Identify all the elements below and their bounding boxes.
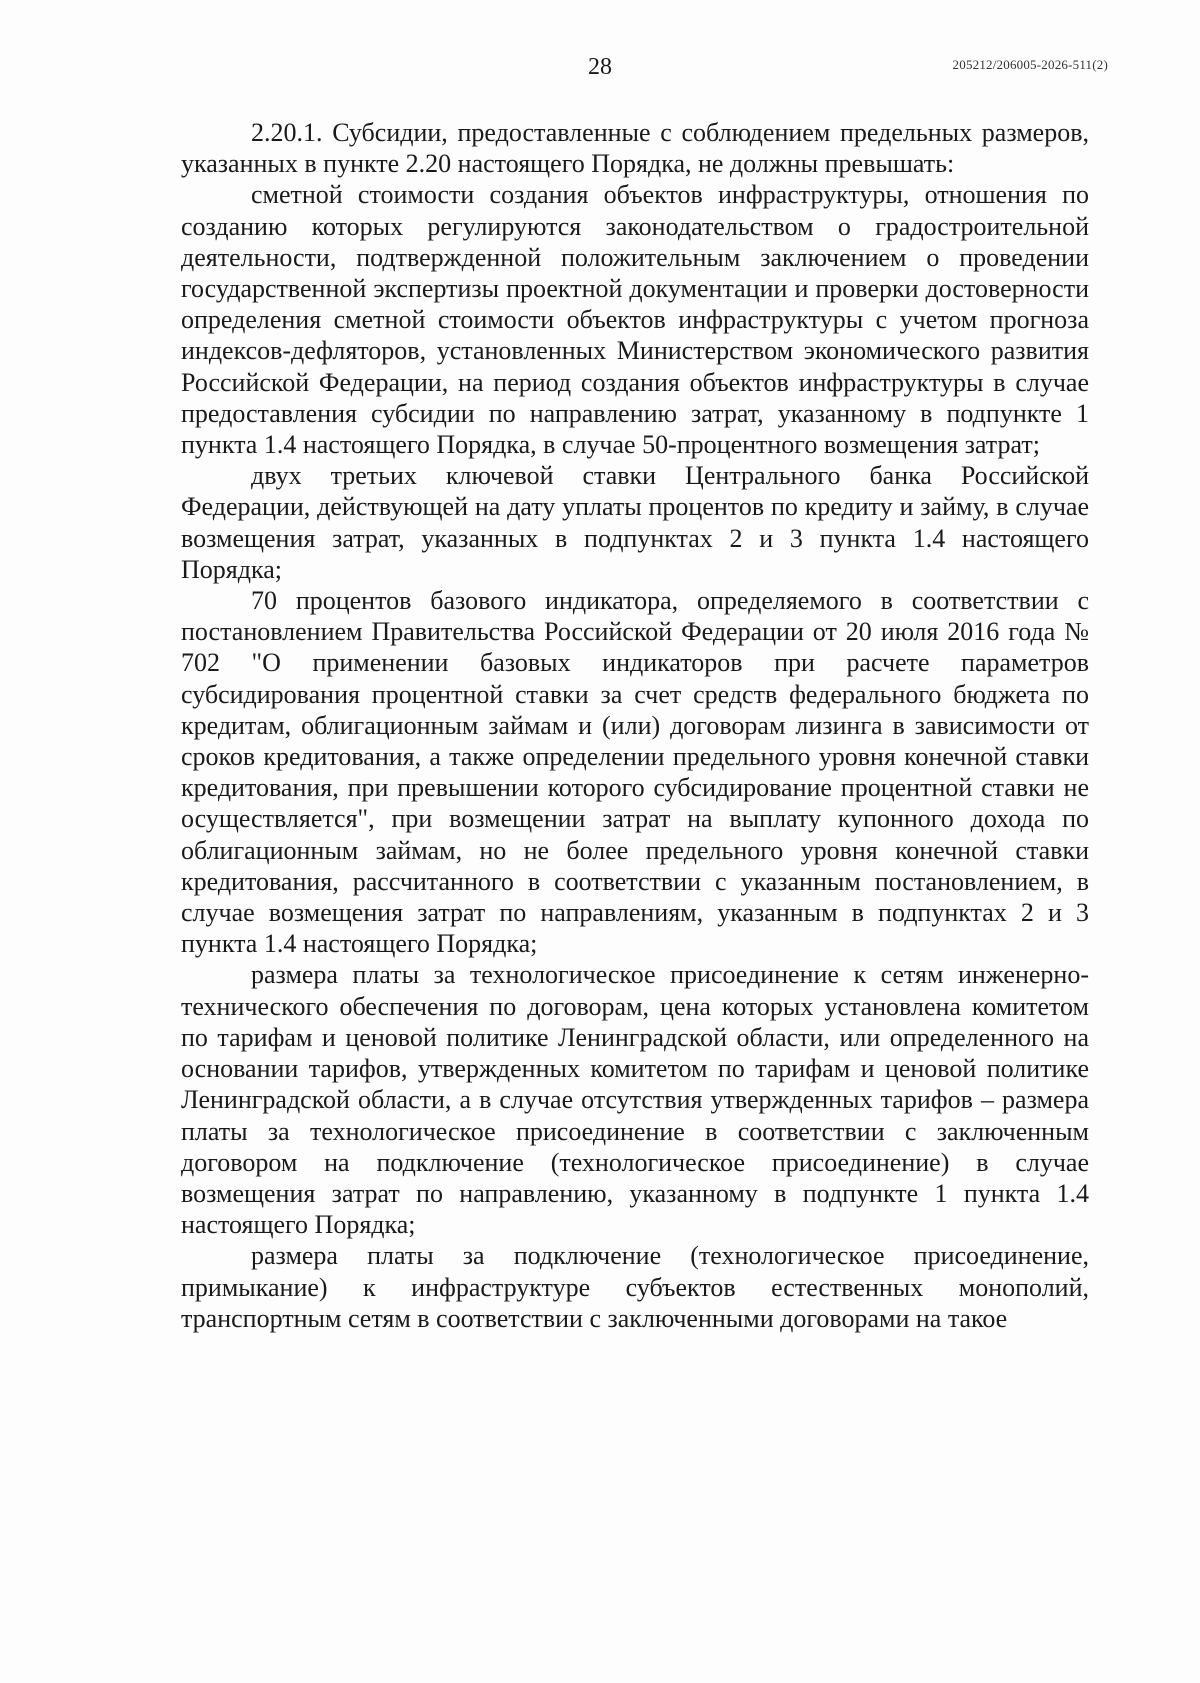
paragraph-2-20-1: 2.20.1. Субсидии, предоставленные с соблюдением предельных размеров, указанных в пункте 2.20 настоящего Порядка, не должны превышать: (181, 118, 1089, 179)
page-number: 28 (588, 54, 612, 80)
paragraph-monopoly-connection: размера платы за подключение (технологическое присоединение, примыкание) к инфраструктуре субъектов естественных монополий, транспортным сетям в соответствии с заключенными договорами на такое (181, 1241, 1089, 1333)
paragraph-estimated-cost: сметной стоимости создания объектов инфраструктуры, отношения по созданию которых регулируются законодательством о градостроительной деятельности, подтвержденной положительным заключением о проведении государственной экспертизы проектной документации и проверки достоверности определения сметной стоимости объектов инфраструктуры с учетом прогноза индексов-дефляторов, установленных Министерством экономического развития Российской Федерации, на период создания объектов инфраструктуры в случае предоставления субсидии по направлению затрат, указанному в подпункте 1 пункта 1.4 настоящего Порядка, в случае 50-процентного возмещения затрат; (181, 180, 1089, 460)
paragraph-base-indicator: 70 процентов базового индикатора, определяемого в соответствии с постановлением Правительства Российской Федерации от 20 июля 2016 года № 702 "О применении базовых индикаторов при расчете параметров субсидирования процентной ставки за счет средств федерального бюджета по кредитам, облигационным займам и (или) договорам лизинга в зависимости от сроков кредитования, а также определении предельного уровня конечной ставки кредитования, при превышении которого субсидирование процентной ставки не осуществляется", при возмещении затрат на выплату купонного дохода по облигационным займам, но не более предельного уровня конечной ставки кредитования, рассчитанного в соответствии с указанным постановлением, в случае возмещения затрат по направлениям, указанным в подпунктах 2 и 3 пункта 1.4 настоящего Порядка; (181, 586, 1089, 959)
document-code: 205212/206005-2026-511(2) (952, 57, 1108, 72)
document-body (181, 117, 1089, 1334)
paragraph-connection-fee: размера платы за технологическое присоединение к сетям инженерно-технического обеспечения по договорам, цена которых установлена комитетом по тарифам и ценовой политике Ленинградской области, или определенного на основании тарифов, утвержденных комитетом по тарифам и ценовой политике Ленинградской области, а в случае отсутствия утвержденных тарифов – размера платы за технологическое присоединение в соответствии с заключенным договором на подключение (технологическое присоединение) в случае возмещения затрат по направлению, указанному в подпункте 1 пункта 1.4 настоящего Порядка; (181, 960, 1089, 1240)
paragraph-key-rate: двух третьих ключевой ставки Центрального банка Российской Федерации, действующей на дату уплаты процентов по кредиту и займу, в случае возмещения затрат, указанных в подпунктах 2 и 3 пункта 1.4 настоящего Порядка; (181, 461, 1089, 584)
